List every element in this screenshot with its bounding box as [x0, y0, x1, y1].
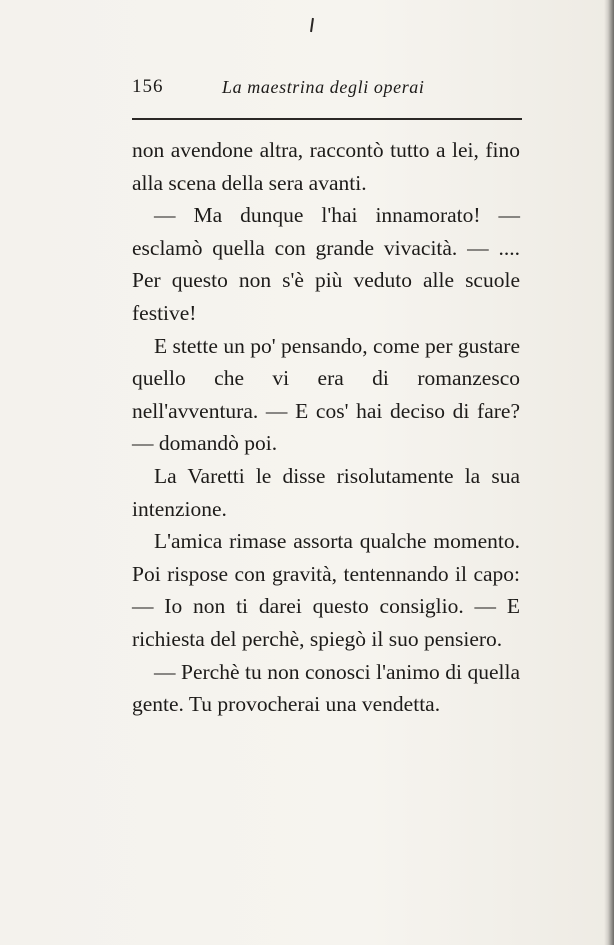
running-title: La maestrina degli operai [222, 77, 425, 97]
paragraph: — Perchè tu non conosci l'animo di quella gente. Tu provocherai una vendetta. [132, 659, 520, 717]
header-rule [132, 118, 522, 120]
paragraph: non avendone altra, raccontò tutto a lei, fino alla scena della sera avanti. [132, 138, 520, 195]
paragraph: — Ma dunque l'hai innamorato! — esclamò quella con grande vivacità. — .... Per questo non s'è più veduto alle scuole festive! [132, 203, 520, 325]
page-edge-shadow [604, 0, 614, 945]
paragraph: La Varetti le disse risolutamente la sua intenzione. [132, 463, 520, 521]
ink-mark [310, 18, 314, 32]
paragraph: L'amica rimase assorta qualche momento. Poi rispose con gravità, tentennando il capo: — Io non ti darei questo consiglio. — E richiesta del perchè, spiegò il suo pensiero. [132, 529, 520, 651]
page-number: 156 [132, 76, 164, 97]
running-head [132, 76, 522, 102]
paragraph: E stette un po' pensando, come per gustare quello che vi era di romanzesco nell'avventura. — E cos' hai deciso di fare? — domandò poi. [132, 333, 520, 456]
body-text [132, 134, 520, 721]
